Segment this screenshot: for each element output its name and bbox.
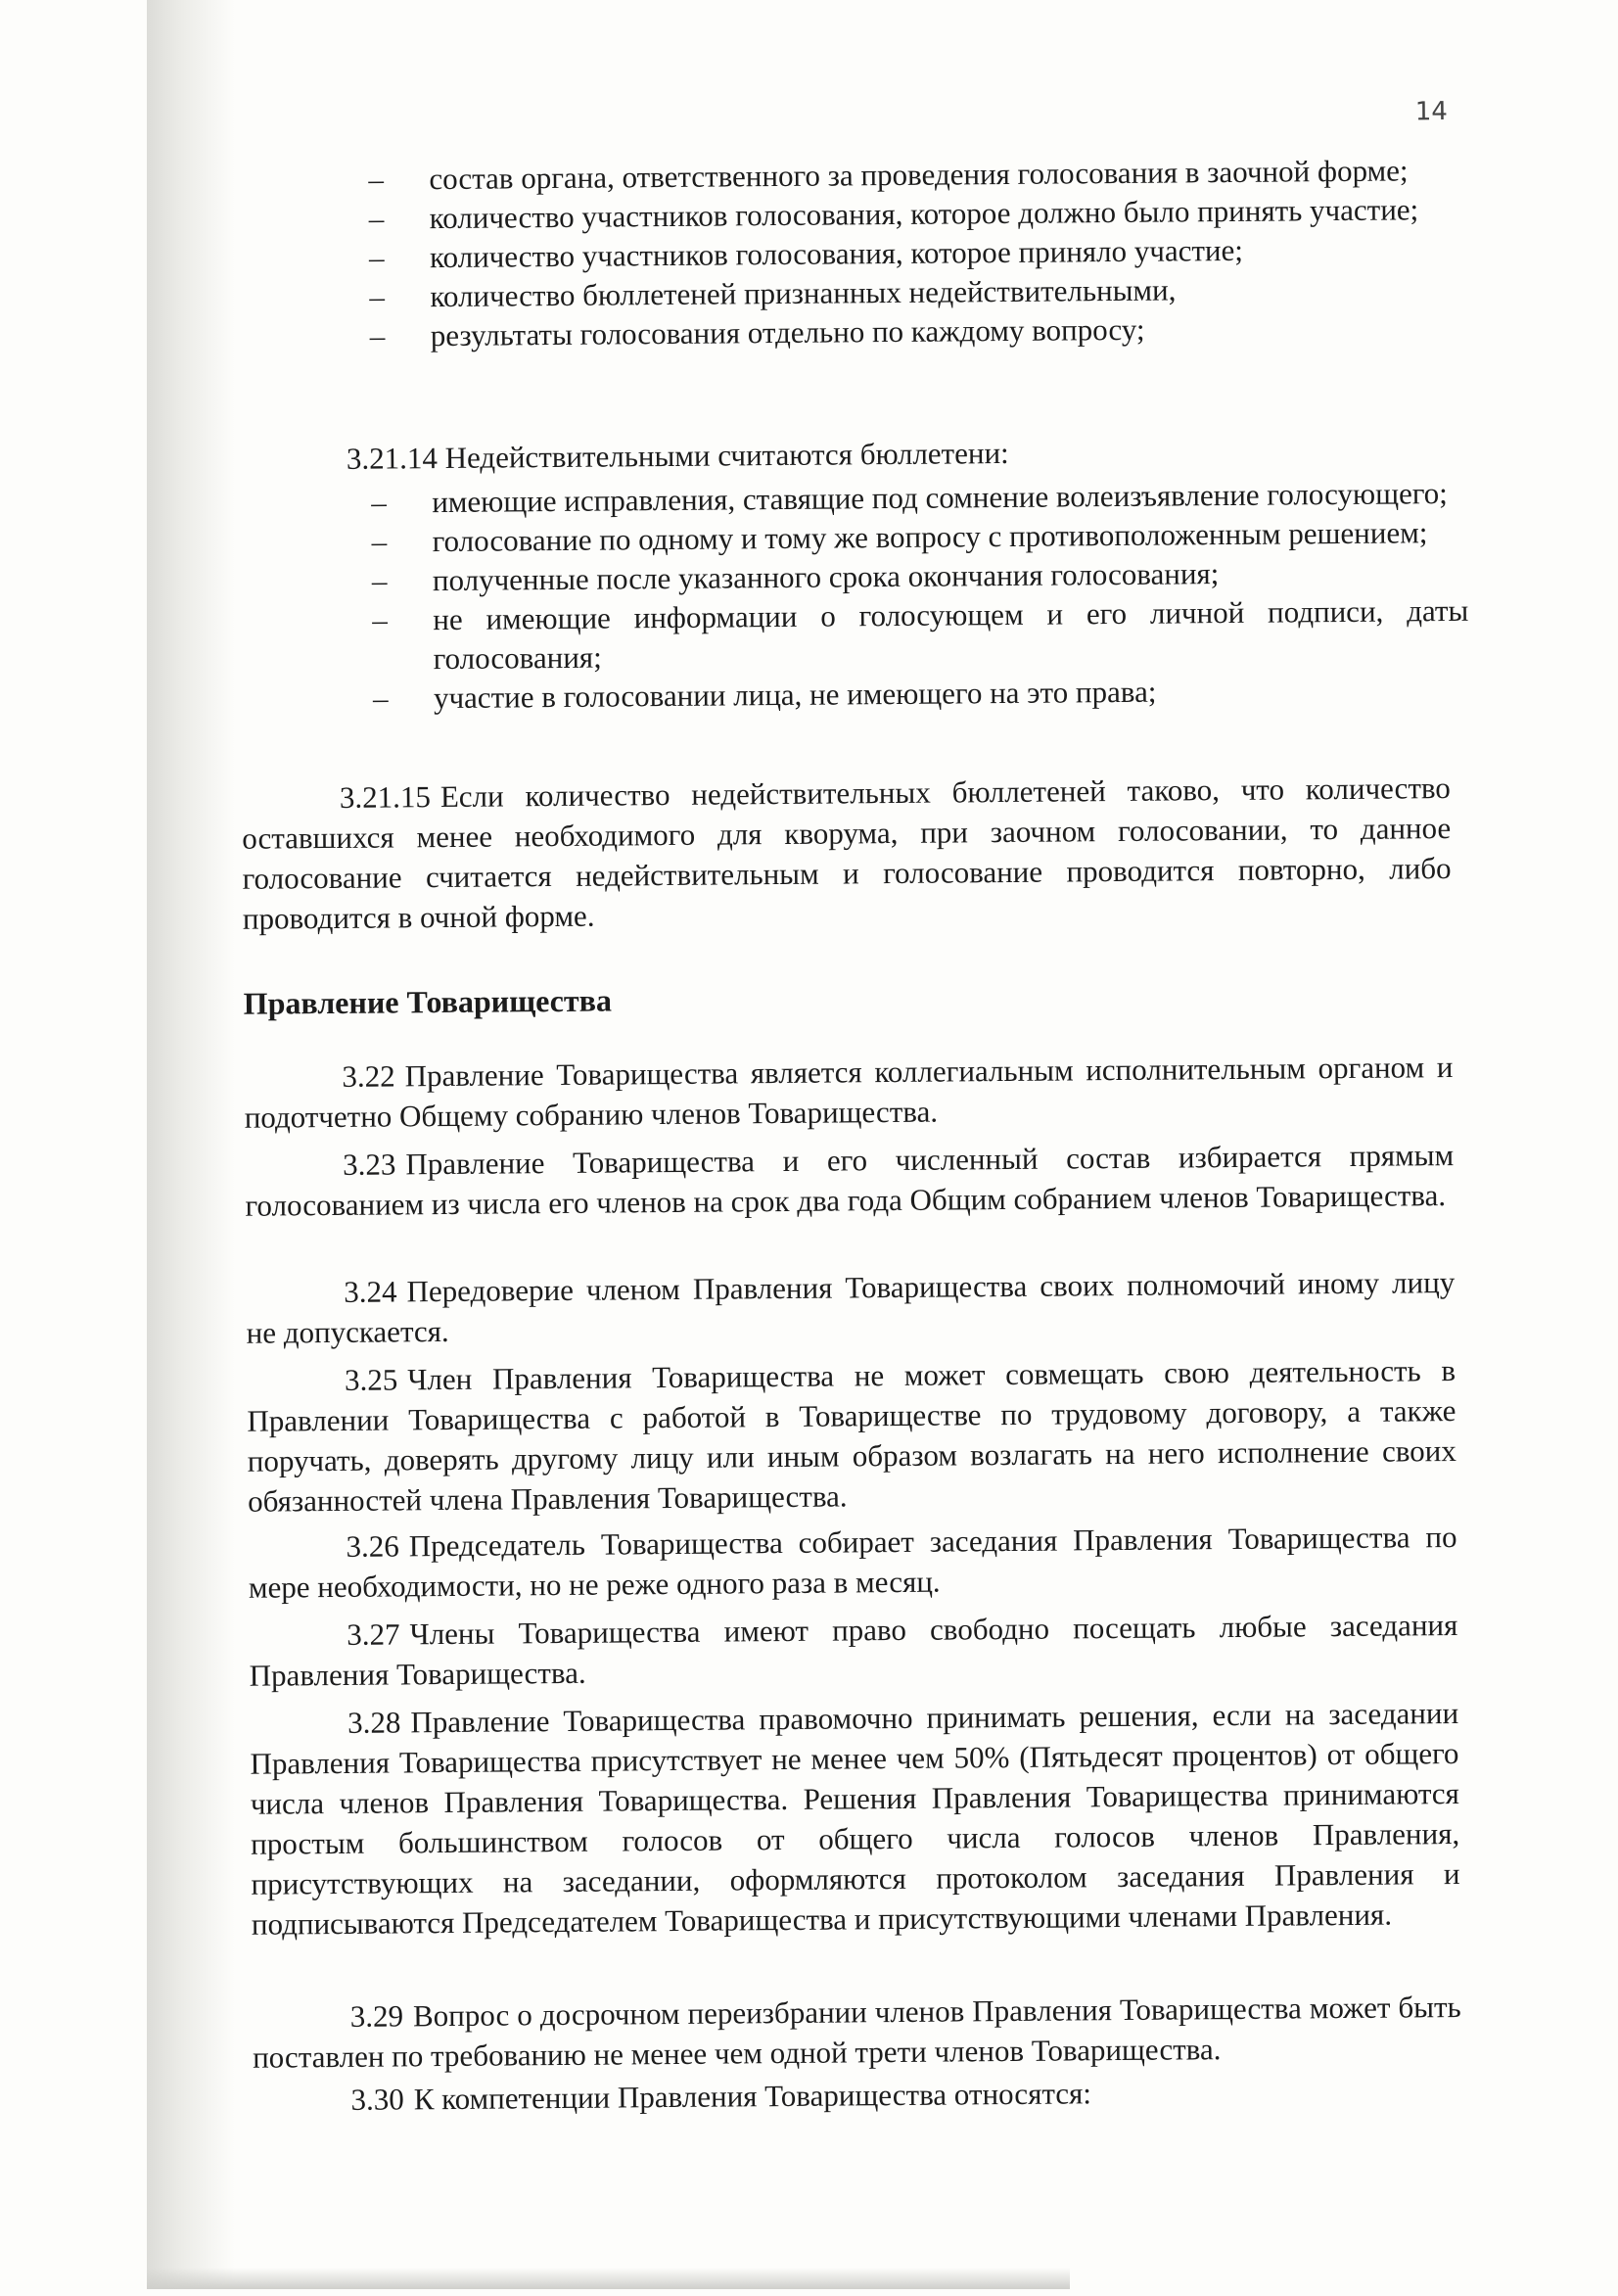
list-item: – участие в голосовании лица, не имеющего на это права; bbox=[373, 670, 1469, 719]
dash-marker: – bbox=[369, 279, 386, 314]
dash-marker: – bbox=[371, 524, 388, 559]
paragraph-3-23: 3.23 Правление Товарищества и его численный состав избирается прямым голосованием из числа его членов на срок два года Общим собранием членов Товарищества. bbox=[245, 1138, 1455, 1223]
list-item: – состав органа, ответственного за проведения голосования в заочной форме; bbox=[368, 151, 1464, 200]
list-item: – не имеющие информации о голосующем и его личной подписи, даты голосования; bbox=[372, 592, 1469, 677]
section-heading: Правление Товарищества bbox=[243, 982, 613, 1021]
paragraph-3-25: 3.25 Член Правления Товарищества не может совмещать свою деятельность в Правлении Товарищества с работой в Товариществе по трудовому договору, а также поручать, доверять другому лицу или иным образом возлагать на него исполнение своих обязанностей члена Правления Товарищества. bbox=[247, 1353, 1456, 1519]
paragraph-3-22: 3.22 Правление Товарищества является коллегиальным исполнительным органом и подотчетно Общему собранию членов Товарищества. bbox=[244, 1050, 1454, 1135]
dash-marker: – bbox=[372, 602, 388, 637]
paragraph-3-30: 3.30 К компетенции Правления Товарищества относятся: bbox=[350, 2076, 1092, 2117]
clause-3-21-14: 3.21.14 Недействительными считаются бюллетени: bbox=[346, 435, 1009, 476]
dash-marker: – bbox=[368, 201, 385, 236]
paragraph-3-28: 3.28 Правление Товарищества правомочно принимать решения, если на заседании Правления Товарищества присутствует не менее чем 50% (Пятьдесят процентов) от общего числа членов Правления Товарищества. Решения Правления Товарищества принимаются простым большинством голосов от общего числа голосов членов Правления, присутствующих на заседании, оформляются протоколом заседания Правления и подписываются Председателем Товарищества и присутствующими членами Правления. bbox=[250, 1696, 1460, 1942]
list-item: – имеющие исправления, ставящие под сомнение волеизъявление голосующего; bbox=[371, 474, 1467, 523]
voting-results-list bbox=[368, 151, 1466, 356]
invalid-ballots-list bbox=[371, 474, 1469, 719]
page-number: 14 bbox=[1414, 97, 1449, 127]
dash-marker: – bbox=[372, 680, 389, 716]
dash-marker: – bbox=[371, 485, 387, 520]
dash-marker: – bbox=[371, 563, 388, 598]
dash-marker: – bbox=[369, 318, 386, 353]
list-item: – количество участников голосования, которое должно было принять участие; bbox=[369, 190, 1465, 239]
paragraph-3-29: 3.29 Вопрос о досрочном переизбрании членов Правления Товарищества может быть поставлен по требованию не менее чем одной трети членов Товарищества. bbox=[252, 1989, 1461, 2075]
dash-marker: – bbox=[368, 240, 385, 275]
list-item: – количество участников голосования, которое приняло участие; bbox=[369, 229, 1465, 278]
list-item: – количество бюллетеней признанных недействительными, bbox=[369, 268, 1465, 317]
list-item: – голосование по одному и тому же вопросу с противоположенным решением; bbox=[371, 513, 1467, 562]
paragraph-3-26: 3.26 Председатель Товарищества собирает заседания Правления Товарищества по мере необходимости, но не реже одного раза в месяц. bbox=[248, 1520, 1457, 1605]
paragraph-3-24: 3.24 Передоверие членом Правления Товарищества своих полномочий иному лицу не допускается. bbox=[246, 1265, 1456, 1350]
paragraph-3-21-15: 3.21.15 Если количество недействительных бюллетеней таково, что количество оставшихся менее необходимого для кворума, при заочном голосовании, то данное голосование считается недействительным и голосование проводится повторно, либо проводится в очной форме. bbox=[242, 771, 1452, 936]
list-item: – полученные после указанного срока окончания голосования; bbox=[372, 552, 1468, 601]
list-item: – результаты голосования отдельно по каждому вопросу; bbox=[370, 307, 1466, 356]
dash-marker: – bbox=[368, 162, 385, 197]
paragraph-3-27: 3.27 Члены Товарищества имеют право свободно посещать любые заседания Правления Товарищества. bbox=[249, 1608, 1458, 1693]
